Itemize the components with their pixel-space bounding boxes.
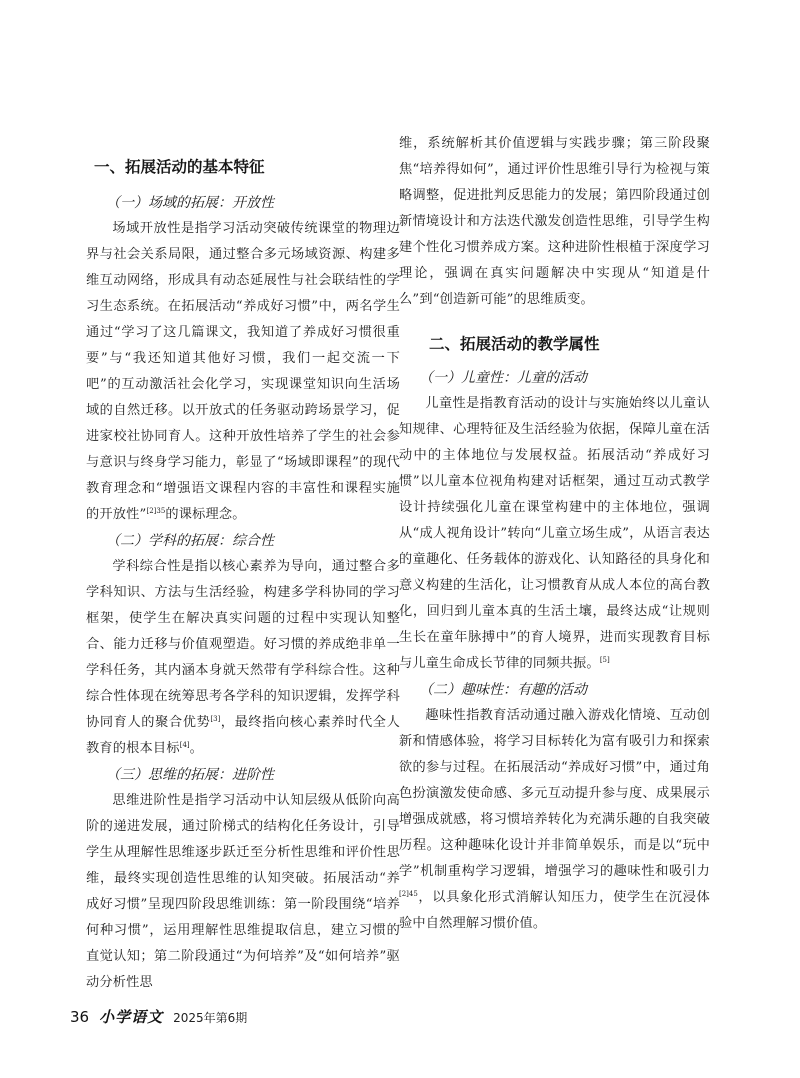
- paragraph-text: 。: [189, 741, 204, 756]
- issue-label: 2025年第6期: [173, 1011, 248, 1025]
- paragraph-text: 趣味性指教育活动通过融入游戏化情境、互动创新和情感体验，将学习目标转化为富有吸引力和探索欲的参与过程。在拓展活动“养成好习惯”中，通过角色扮演激发使命感、多元互动提升参与度、成果展示增强成就感，将习惯培养转化为充满乐趣的自我突破历程。这种趣味化设计并非简单娱乐，而是以“玩中学”机制重构学习逻辑，增强学习的趣味性和吸引力: [399, 708, 710, 879]
- paragraph-text: ，以具象化形式消解认知压力，使学生在沉浸体验中自然理解习惯价值。: [399, 890, 710, 931]
- section-heading-1: 一、拓展活动的基本特征: [94, 158, 265, 176]
- journal-name: 小学语文: [99, 1008, 164, 1026]
- citation-ref: [4]: [179, 741, 190, 749]
- paragraph-childlike: [399, 391, 710, 677]
- page-footer: [70, 1006, 247, 1027]
- paragraph-openness: [86, 216, 400, 528]
- subheading-childlike: （一）儿童性：儿童的活动: [419, 370, 587, 386]
- paragraph-text: 儿童性是指教育活动的设计与实施始终以儿童认知规律、心理特征及生活经验为依据，保障儿童在活动中的主体地位与发展权益。拓展活动“养成好习惯”以儿童本位视角构建对话框架，通过互动式教学设计持续强化儿童在课堂构建中的主体地位，强调从“成人视角设计”转向“儿童立场生成”，从语言表达的童趣化、任务载体的游戏化、认知路径的具身化和意义构建的生活化，让习惯教育从成人本位的高台教化，回归到儿童本真的生活土壤，最终达成“让规则生长在童年脉搏中”的育人境界，进而实现教育目标与儿童生命成长节律的同频共振。: [399, 396, 710, 671]
- paragraph-progression-continued: 维，系统解析其价值逻辑与实践步骤；第三阶段聚焦“培养得如何”，通过评价性思维引导行为检视与策略调整，促进批判反思能力的发展；第四阶段通过创新情境设计和方法迭代激发创造性思维，引导学生构建个性化习惯养成方案。这种进阶性根植于深度学习理论，强调在真实问题解决中实现从“知道是什么”到“创造新可能”的思维质变。: [399, 136, 710, 307]
- page-number: 36: [70, 1008, 90, 1026]
- left-column: [86, 136, 400, 996]
- paragraph-text: 学科综合性是指以核心素养为导向，通过整合多学科知识、方法与生活经验，构建多学科协同的学习框架，使学生在解决真实问题的过程中实现认知整合、能力迁移与价值观塑造。好习惯的养成绝非单一学科任务，其内涵本身就天然带有学科综合性。这种综合性体现在统筹思考各学科的知识逻辑，发挥学科协同育人的聚合优势: [86, 559, 400, 730]
- paragraph-progression: 思维进阶性是指学习活动中认知层级从低阶向高阶的递进发展，通过阶梯式的结构化任务设计，引导学生从理解性思维逐步跃迁至分析性思维和评价性思维，最终实现创造性思维的认知突破。拓展活动“养成好习惯”呈现四阶段思维训练：第一阶段围绕“培养何种习惯”，运用理解性思维提取信息，建立习惯的直觉认知；第二阶段通过“为何培养”及“如何培养”驱动分析性思: [86, 793, 400, 990]
- subheading-interest: （二）趣味性：有趣的活动: [419, 682, 587, 698]
- citation-ref: [2]35: [146, 507, 166, 515]
- paragraph-text: 的课标理念。: [165, 507, 246, 522]
- paragraph-interest: [399, 703, 710, 937]
- right-column: [399, 131, 710, 937]
- section-heading-2: 二、拓展活动的教学属性: [429, 335, 600, 353]
- paragraph-comprehensiveness: [86, 554, 400, 762]
- subheading-progression: （三）思维的拓展：进阶性: [106, 767, 274, 783]
- paragraph-text: 场域开放性是指学习活动突破传统课堂的物理边界与社会关系局限，通过整合多元场域资源、构建多维互动网络，形成具有动态延展性与社会联结性的学习生态系统。在拓展活动“养成好习惯”中，两名学生通过“学习了这几篇课文，我知道了养成好习惯很重要”与“我还知道其他好习惯，我们一起交流一下吧”的互动激活社会化学习，实现课堂知识向生活场域的自然迁移。以开放式的任务驱动跨场景学习，促进家校社协同育人。这种开放性培养了学生的社会参与意识与终身学习能力，彰显了“场域即课程”的现代教育理念和“增强语文课程内容的丰富性和课程实施的开放性”: [86, 221, 400, 522]
- subheading-comprehensiveness: （二）学科的拓展：综合性: [106, 533, 274, 549]
- paragraph-text: ，最终指向核心素养时代全人教育的根本目标: [86, 715, 400, 756]
- citation-ref: [3]: [210, 715, 221, 723]
- citation-ref: [2]45: [399, 890, 418, 898]
- subheading-openness: （一）场域的拓展：开放性: [106, 195, 274, 211]
- citation-ref: [5]: [599, 656, 610, 664]
